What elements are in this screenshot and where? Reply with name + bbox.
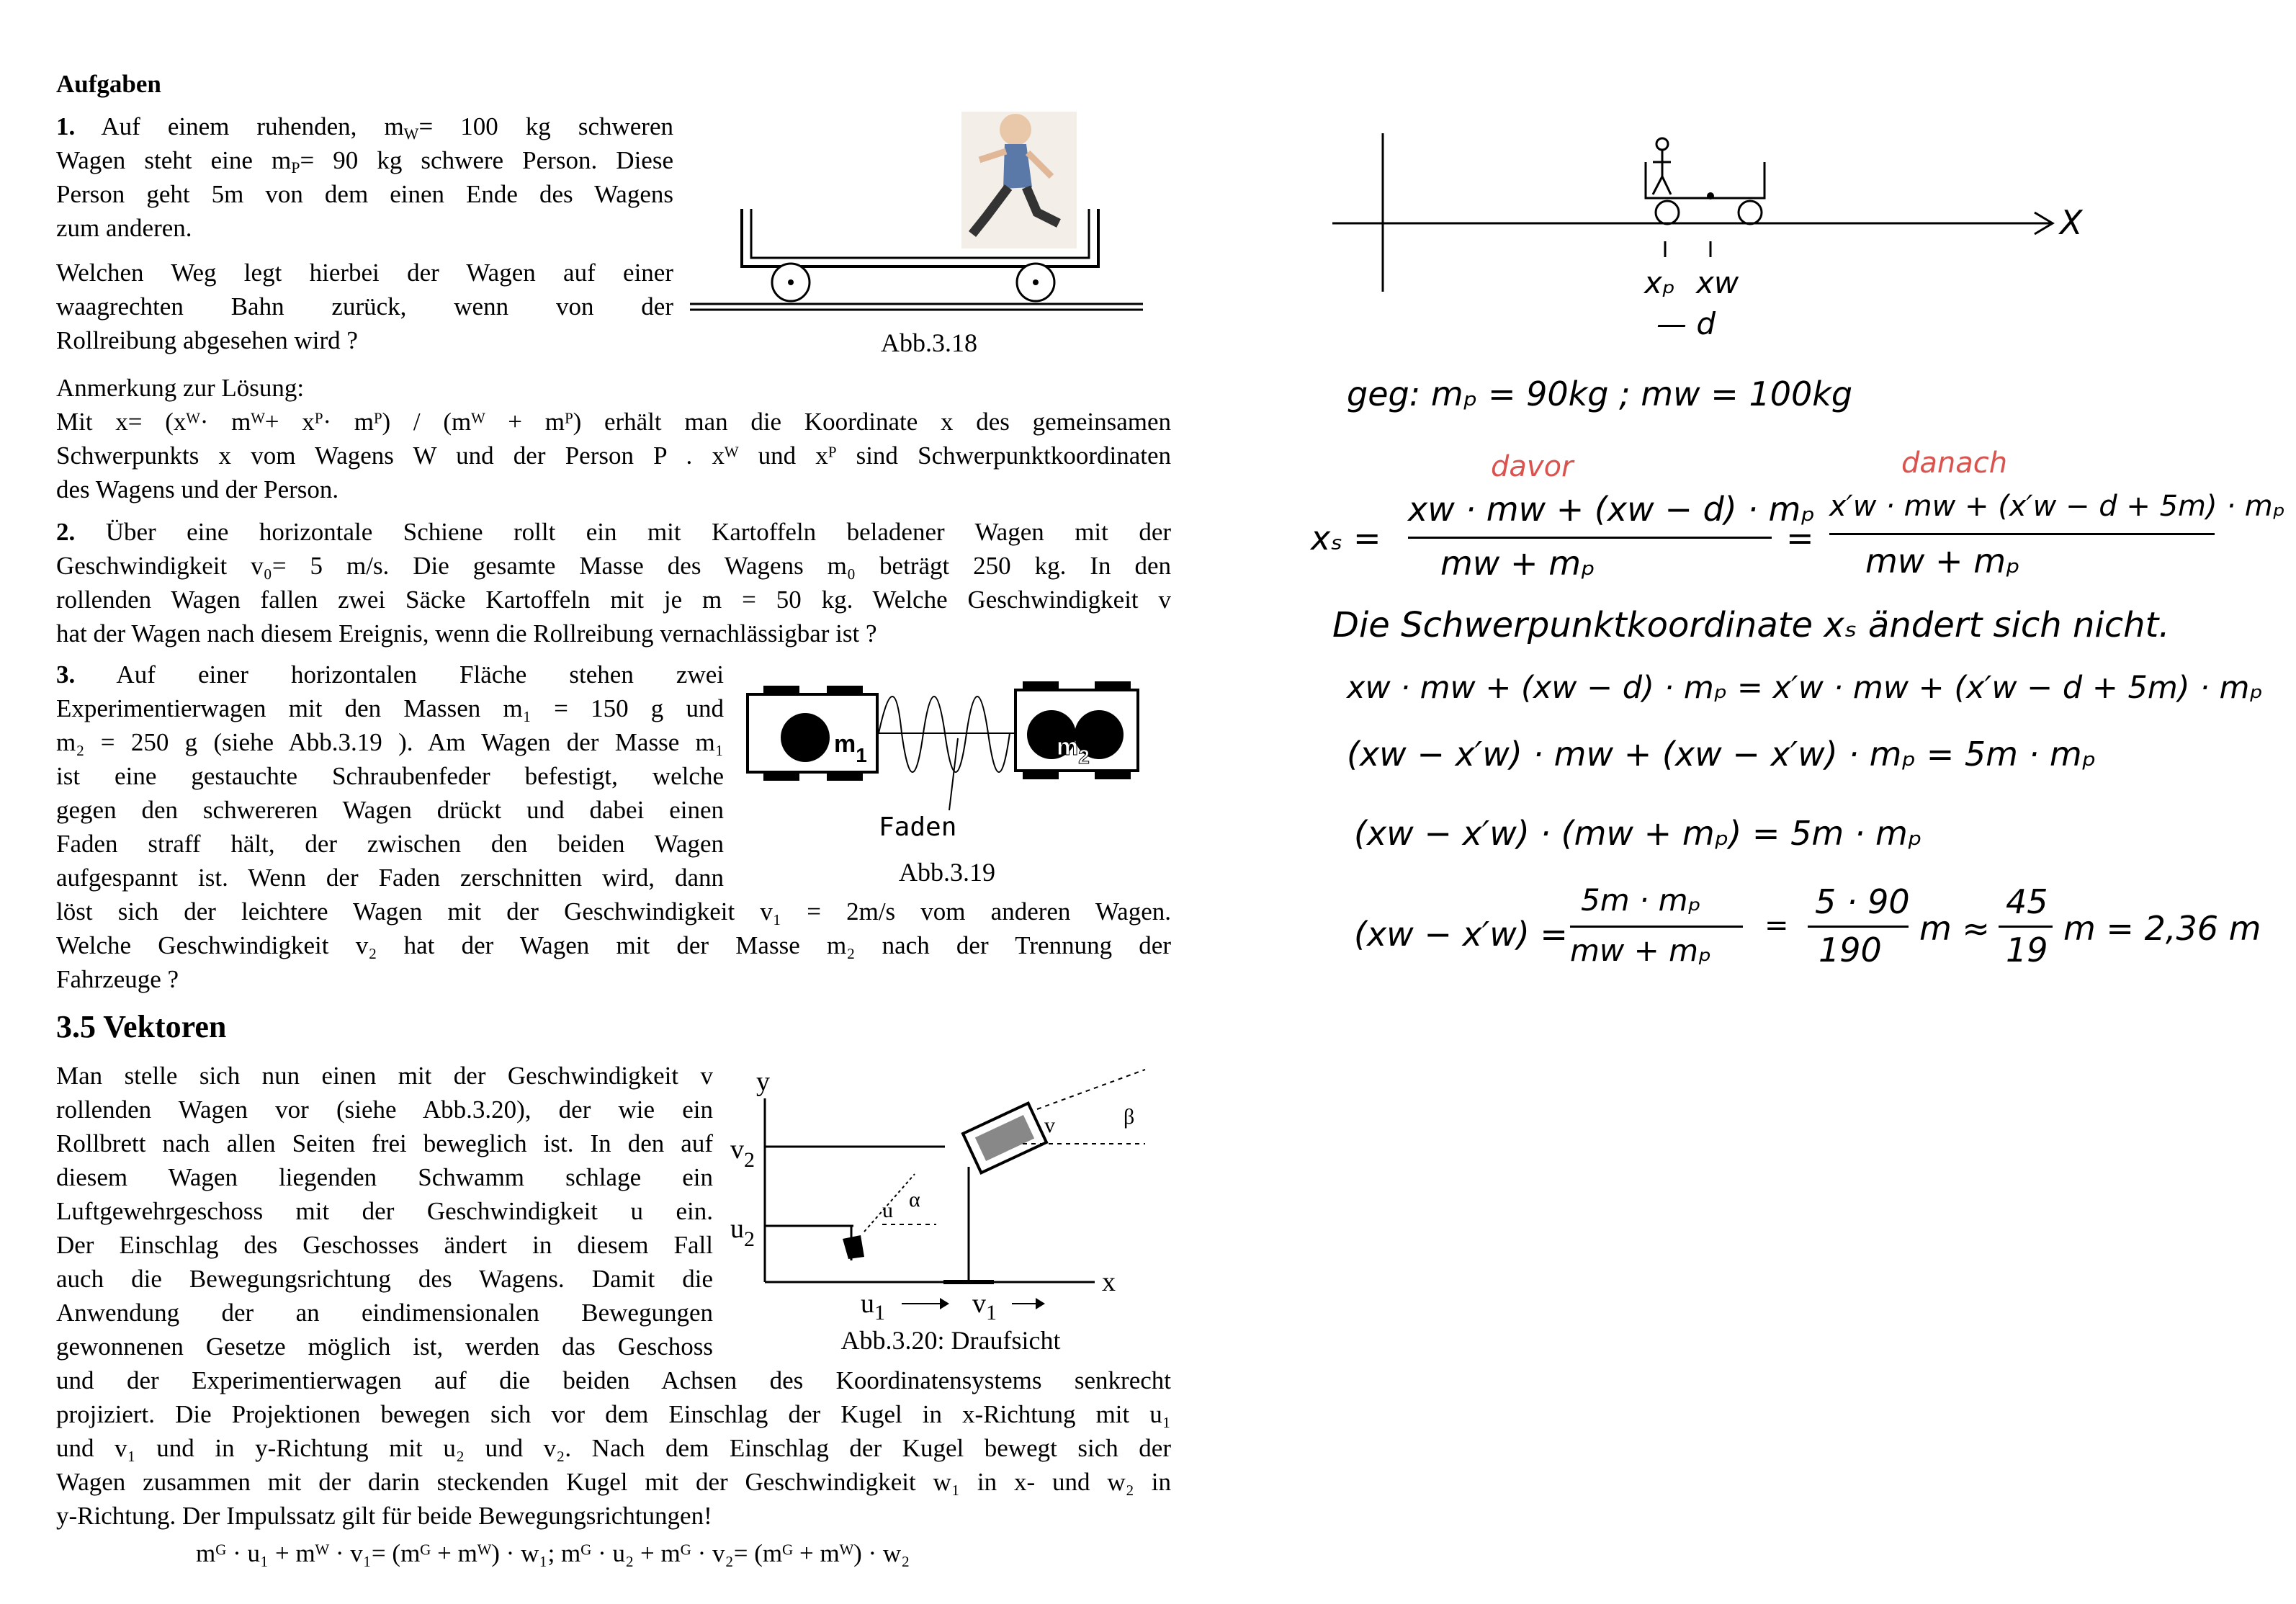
figure-caption-3-20: Abb.3.20: Draufsicht [840, 1326, 1061, 1355]
equation-4-equals: = [1764, 909, 1789, 942]
sketch-d: — d [1656, 306, 1716, 341]
fraction2-bar [1829, 533, 2215, 535]
figure-two-carts [742, 677, 1145, 843]
label-davor: davor [1491, 450, 1574, 483]
equation-4-fraction-num: 5m · mₚ [1581, 882, 1701, 918]
xs-label: xₛ = [1311, 519, 1381, 557]
label-m1: $m_1$ [834, 730, 867, 766]
figure-caption-3-19: Abb.3.19 [899, 858, 995, 887]
section-title: 3.5 Vektoren [56, 1009, 227, 1044]
spring [879, 696, 1010, 772]
sketch-xp: xₚ [1644, 265, 1675, 300]
equation-4-approx: m ≈ [1919, 909, 1990, 948]
equation-3: (xᴡ − x′ᴡ) · (mᴡ + mₚ) = 5m · mₚ [1354, 814, 1922, 853]
sponge-cart [963, 1103, 1046, 1173]
axis-y-label: y [756, 1067, 770, 1097]
equation-4-num-num: 5 · 90 [1815, 882, 1910, 921]
solution-note: Anmerkung zur Lösung: Mit x= (xᵂ· mᵂ+ xᴾ· mᴾ) / (mᵂ + mᴾ) erhält man die Koordinate x des gemeinsamen Schwerpunkts x vom Wagens W und der Person P . xᵂ und xᴾ sind Schwerpunktkoordinaten des Wagens und der Person. [56, 374, 1171, 503]
label-u2: $u_2$ [730, 1214, 755, 1251]
equation-4-num-bar [1808, 926, 1909, 928]
sketch-cart-axis [1332, 133, 2125, 342]
section-heading: Aufgaben [56, 70, 161, 98]
person-image [961, 112, 1077, 248]
label-u1: $u_1$ [861, 1289, 885, 1325]
label-faden: Faden [879, 812, 957, 842]
task3-text: 3. Auf einer horizontalen Fläche stehen zwei Experimentierwagen mit den Massen m₁ = 150 g und m₂ = 250 g (siehe Abb.3.19 ). Am Wagen der Masse m₁ ist eine gestauchte Schraubenfeder befestigt, welche gegen den schwereren Wagen drückt und dabei einen Faden straff hält, der zwischen den beiden Wagen aufgespannt ist. Wenn der Faden zerschnitten wird, dann [56, 660, 724, 892]
task3-text-cont: löst sich der leichtere Wagen mit der Geschwindigkeit v₁ = 2m/s vom anderen Wagen. Welche Geschwindigkeit v₂ hat der Wagen mit der Masse m₂ nach der Trennung der Fahrzeuge ? [56, 897, 1171, 993]
label-v1: $v_1$ [972, 1289, 997, 1325]
statement-constant-cg: Die Schwerpunktkoordinate xₛ ändert sich nicht. [1332, 605, 2170, 645]
label-v2: $v_2$ [730, 1134, 755, 1172]
section-text-cont: und der Experimentierwagen auf die beiden Achsen des Koordinatensystems senkrecht projiziert. Die Projektionen bewegen sich vor dem Einschlag der Kugel in x-Richtung mit u₁ und v₁ und in y-Richtung mit u₂ und v₂. Nach dem Einschlag der Kugel bewegt sich der Wagen zusammen mit der darin steckenden Kugel mit der Geschwindigkeit w₁ in x- und w₂ in y-Richtung. Der Impulssatz gilt für beide Bewegungsrichtungen! [56, 1366, 1171, 1530]
equation-4-result: m = 2,36 m [2063, 909, 2261, 948]
label-m2: $m_2$ [1057, 733, 1090, 768]
figure-cart-person [688, 108, 1156, 346]
equation-4-lhs: (xᴡ − x′ᴡ) = [1354, 915, 1568, 954]
fraction1-bar [1408, 537, 1772, 539]
fraction2-denominator: mᴡ + mₚ [1865, 542, 2020, 581]
bullet [843, 1235, 864, 1259]
figure-caption-3-18: Abb.3.18 [881, 328, 977, 357]
equation-4-fraction-den: mᴡ + mₚ [1570, 933, 1712, 968]
section-text: Man stelle sich nun einen mit der Geschwindigkeit v rollenden Wagen vor (siehe Abb.3.20), der wie ein Rollbrett nach allen Seiten frei beweglich ist. In den auf diesem Wagen liegenden Schwamm schlage ein Luftgewehrgeschoss mit der Geschwindigkeit u ein. Der Einschlag des Geschosses ändert in diesem Fall auch die Bewegungsrichtung des Wagens. Damit die Anwendung der an eindimensionalen Bewegungen gewonnenen Gesetze möglich ist, werden das Geschoss [56, 1062, 713, 1361]
equation-4-num-den: 190 [1819, 931, 1882, 969]
equals-sign: = [1786, 519, 1814, 557]
equation-4-simpl-den: 19 [2006, 931, 2048, 969]
fraction2-numerator: x′ᴡ · mᴡ + (x′ᴡ − d + 5m) · mₚ [1829, 490, 2285, 523]
task1-text: 1. Auf einem ruhenden, $m_W= 100$ kg schweren Wagen steht eine $m_P= 90$ kg schwere Person. Diese Person geht 5m von dem einen Ende des Wagens zum anderen. [56, 112, 673, 242]
fraction1-denominator: mᴡ + mₚ [1440, 544, 1595, 583]
axis-x-label: x [1102, 1267, 1116, 1297]
label-alpha: α [909, 1188, 920, 1211]
equation-4-fraction-bar [1570, 926, 1743, 928]
sketch-axis-x: X [2060, 203, 2083, 242]
equation-1: xᴡ · mᴡ + (xᴡ − d) · mₚ = x′ᴡ · mᴡ + (x′ᴡ − d + 5m) · mₚ [1347, 670, 2263, 706]
equation-2: (xᴡ − x′ᴡ) · mᴡ + (xᴡ − x′ᴡ) · mₚ = 5m · mₚ [1347, 735, 2097, 774]
sketch-xw: xᴡ [1696, 265, 1739, 300]
task1-question: Welchen Weg legt hierbei der Wagen auf einer waagrechten Bahn zurück, wenn von der Rollreibung abgesehen wird ? [56, 259, 673, 354]
label-u: u [882, 1198, 893, 1222]
label-v: v [1044, 1114, 1055, 1137]
fraction1-numerator: xᴡ · mᴡ + (xᴡ − d) · mₚ [1408, 490, 1816, 529]
label-beta: β [1124, 1105, 1135, 1129]
momentum-formula: mᴳ · u₁ + mᵂ · v₁= (mᴳ + mᵂ) · w₁; mᴳ · u₂ + mᴳ · v₂= (mᴳ + mᵂ) · w₂ [196, 1539, 910, 1567]
label-danach: danach [1901, 447, 2008, 480]
equation-4-simpl-num: 45 [2006, 882, 2048, 921]
figure-vector-projection [720, 1066, 1167, 1325]
task2-text: 2. Über eine horizontale Schiene rollt ein mit Kartoffeln beladener Wagen mit der Geschwindigkeit v₀= 5 m/s. Die gesamte Masse des Wagens m₀ beträgt 250 kg. In den rollenden Wagen fallen zwei Säcke Kartoffeln mit je m = 50 kg. Welche Geschwindigkeit v hat der Wagen nach diesem Ereignis, wenn die Rollreibung vernachlässigbar ist ? [56, 518, 1172, 648]
given-values: geg: mₚ = 90kg ; mᴡ = 100kg [1347, 375, 1853, 413]
equation-4-simpl-bar [1999, 926, 2053, 928]
